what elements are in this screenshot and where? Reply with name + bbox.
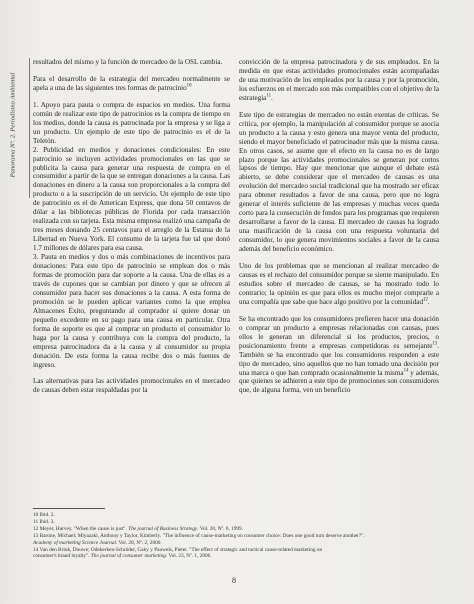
right-paragraph-2: Este tipo de estrategias de mercadeo no están exentas de críticas. Se critica, por ejemplo, la manipulación al consumidor porque se asocia un producto a la causa y esto genera una mayor venta del producto, siendo el mayor beneficiado el patrocinador más que la misma causa. En otros casos, se asume que el efecto en la causa no es de largo plazo porque las actividades promocionales se generan por cortos lapsos de tiempo. Hay que mencionar que aunque el debate está abierto, se debe considerar que el mercadeo de causas es una evolución del mercadeo social tradicional que ha mostrado ser eficaz para obtener resultados a favor de una causa, pero que no logra generar el interés suficiente de las empresas y muchas veces queda corto para la consecución de fondos para los programas que requieren desarrollarse a favor de la causa. El mercadeo de causas ha logrado una masificación de la causa con una respuesta voluntaria del consumidor, lo que genera movimientos sociales a favor de la causa además del beneficio económico. <box>239 110 439 254</box>
footnote-13: 13 Barone, Michael; Miyazaki, Anthony y Taylor, Kimberly. "The influence of cause-marketing on consumer choice: Does one good turn deserve another?". <box>33 532 365 539</box>
page-number: 8 <box>232 576 236 585</box>
left-column <box>33 58 230 403</box>
footnotes <box>33 512 441 560</box>
footnote-ref-13: 13 <box>432 341 438 347</box>
footnote-14-cont: consumer's brand loyalty". The journal of consumer marketing. Vol. 23, Nº. 1, 2006. <box>33 553 212 560</box>
footnote-11: 11 Ibid. 3. <box>33 518 55 525</box>
footnote-ref-12: 12 <box>423 297 428 303</box>
footnote-13-cont: Academy of marketing Science Journal. Vol. 28, Nº. 2, 2000. <box>33 539 162 546</box>
list-item-2: 2. Publicidad en medios y donaciones condicionales: En este patrocinio se incluyen actividades promocionales en las que se publicita la causa para generar una respuesta de compra en el consumidor a partir de la que se entregan donaciones a la causa. Las donaciones en dinero a la causa son proporcionales a la compra del producto o a la suscripción de un servicio. Un ejemplo de este tipo de patrocinio es el de American Express, que dona 50 centavos de dólar a las bibliotecas públicas de Florida por cada transacción realizada con su tarjeta. Esta misma empresa realizó una campaña de tres meses donando 25 centavos para el arreglo de la Estatua de la Libertad en Nueva York. El consumo de la tarjeta fue tal que donó 1.7 millones de dólares para esa causa. <box>33 145 230 253</box>
running-head-rule <box>29 58 30 198</box>
footnote-10: 10 Ibid. 2. <box>33 512 55 518</box>
running-head <box>2 60 24 190</box>
footnote-12: 12 Meyer, Harvey. "When the cause is just". The journal of Business Strategy. Vol. 20, Nº. 6, 1999. <box>33 525 244 532</box>
left-intro-paragraph: resultados del mismo y la función de mercadeo de la OSL cambia. <box>33 58 223 66</box>
footnote-ref-11: 11 <box>266 93 271 99</box>
list-item-1: 1. Apoyo para pauta o compra de espacios en medios. Una forma común de realizar este tipo de patrocinios es la compra de tiempo en los medios, donde la causa es patrocinada por la empresa y se liga a un producto. Un ejemplo de este tipo de patrocinio es el de la Teletón. <box>33 100 230 145</box>
list-item-3: 3. Pauta en medios y dos o más combinaciones de incentivos para donaciones: Para este tipo de patrocinio se emplean dos o más formas de promoción para dar soporte a la causa. Una de ellas es a través de cupones que se cambian por dinero y que se ofrecen al consumidor para hacer sus donaciones a la causa. A esta forma de promoción se le pueden aplicar variantes como la que emplea Almacenes Éxito, preguntando al comprador si quiere donar un pequeño excedente en su pago para una causa en particular. Otra forma de soporte es que al comprar un producto el consumidor lo haga por la causa y contribuya con la compra del producto, la empresa patrocinadora da a la causa y al consumidor su propia donación. De esta forma la causa recibe dos o más fuentes de ingreso. <box>33 253 230 369</box>
left-closing-paragraph: Las alternativas para las actividades promocionales en el mercadeo de causas deben estar respaldadas por la <box>33 377 230 395</box>
footnote-rule <box>33 508 105 509</box>
footnote-14: 14 Van den Brink, Douwe; Odekerken-Schröder, Gaby y Pauwels, Pieter. "The effect of strategic and tactical cause-related marketing on <box>33 546 323 553</box>
footnote-ref-14: 14 <box>403 368 409 374</box>
right-paragraph-1: convicción de la empresa patrocinadora y de sus empleados. En la medida en que estas actividades promocionales están acompañadas de una motivación de los empleados por la causa y por la promoción, los esfuerzos en el mercado son más compatibles con el objetivo de la estrategia$^{11}$. <box>239 58 439 102</box>
right-column <box>239 58 439 403</box>
left-paragraph-1: Para el desarrollo de la estrategia del mercadeo normalmente se apela a una de las siguientes tres formas de patrocinio$^{10}$ <box>33 74 230 92</box>
right-paragraph-3: Uno de los problemas que se mencionan al realizar mercadeo de causas es el rechazo del consumidor porque se siente manipulado. En estudios sobre el mercadeo de causas, se ha mostrado todo lo contrario; la opinión es que para ellos es mucho mejor comprarle a una compañía que sabe que hace algo positivo por la comunidad$^{12}$. <box>239 262 439 306</box>
running-head-text: Panorama Nº. 2. Periodismo Ambiental <box>9 72 17 178</box>
right-paragraph-4: Se ha encontrado que los consumidores prefieren hacer una donación o comprar un producto a empresas relacionadas con causas, pues ellos le generan un diferencial si los productos, precios, o posicionamiento frente a empresas competidoras es semejante$^{13}$. También se ha encontrado que los consumidores responden a este tipo de mercadeo, sino aquellos que no han tomado una decisión por una marca o que han comprado ocasionalmente la misma$^{14}$ y además, que quienes se adhieren a este tipo de promociones son consumidores que, de alguna forma, ven un beneficio <box>239 314 439 395</box>
footnote-ref-10: 10 <box>186 83 192 89</box>
